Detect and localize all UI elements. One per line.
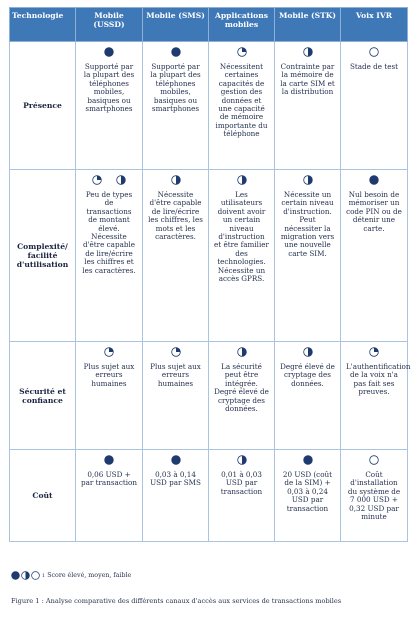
full-score-icon [303,455,313,465]
full-score-icon [171,47,181,57]
quarter-score-icon [92,175,102,185]
table-cell [275,450,341,542]
half-score-icon [21,571,30,580]
cell-text: Plus sujet aux erreurs humaines [150,362,201,388]
quarter-score-icon [237,47,247,57]
table-cell [341,450,408,542]
cell-text: Supporté par la plupart des téléphones mobiles, basiques ou smartphones [150,62,201,114]
cell-text: Contrainte par la mémoire de la carte SIM et la distribution [280,62,335,97]
cell-text: Supporté par la plupart des téléphones mobiles, basiques ou smartphones [83,62,135,114]
cell-text: Les utilisateurs doivent avoir un certain niveau d'instruction et être familier des technologies. Nécessite un accès GPRS. [214,190,269,284]
quarter-score-icon [171,347,181,357]
header-mobile-ussd: Mobile (USSD) [76,8,143,42]
table-cell [341,170,408,342]
cell-text: 0,01 à 0,03 USD par transaction [220,470,263,496]
table-row [10,450,408,542]
table-cell [143,342,209,450]
half-score-icon [237,455,247,465]
table-cell [76,342,143,450]
half-score-icon [303,347,313,357]
score-icons [277,453,338,467]
row-label: Sécurité et confiance [10,342,76,450]
full-score-icon [104,455,114,465]
half-score-icon [171,175,181,185]
score-icons [343,45,405,59]
score-icons [343,173,405,187]
cell-text: Nul besoin de mémoriser un code PIN ou de détenir une carte. [346,190,402,233]
cell-text: Degré élevé de cryptage des données. [280,362,335,388]
table-cell [209,42,275,170]
score-icons [211,453,272,467]
table-cell [209,450,275,542]
cell-text: Coût d'installation du système de 7 000 USD + 0,32 USD par minute [347,470,401,522]
full-score-icon [171,455,181,465]
comparison-table [9,7,411,542]
score-icons [277,345,338,359]
cell-text: 20 USD (coût de la SIM) + 0,03 à 0,24 USD par transaction [282,470,333,513]
table-cell [275,42,341,170]
full-score-icon [11,571,20,580]
half-score-icon [237,347,247,357]
half-score-icon [303,175,313,185]
header-row [10,8,408,42]
table-cell [76,42,143,170]
cell-text: Plus sujet aux erreurs humaines [83,362,135,388]
quarter-score-icon [369,347,379,357]
header-voix-ivr: Voix IVR [341,8,408,42]
table-cell [275,342,341,450]
half-score-icon [303,47,313,57]
legend-text: Score élevé, moyen, faible [47,572,132,579]
legend-icons [11,571,40,580]
header-applications-mobiles: Applications mobiles [209,8,275,42]
score-icons [145,345,206,359]
score-icons [343,453,405,467]
score-icons [145,173,206,187]
table-cell [275,170,341,342]
header-technologie: Technologie [10,8,76,42]
score-icons [145,45,206,59]
score-icons [211,345,272,359]
cell-text: Nécessite d'être capable de lire/écrire les chiffres, les mots et les caractères. [148,190,203,242]
empty-score-icon [31,571,40,580]
table-cell [341,342,411,450]
header-mobile-stk: Mobile (STK) [275,8,341,42]
cell-text: Nécessitent certaines capacités de gestion des données et une capacité de mémoire importante du téléphone [215,62,268,139]
score-icons [277,173,338,187]
table-cell [209,342,275,450]
cell-text: Nécessite un certain niveau d'instruction. Peut nécessiter la migration vers une nouvelle carte SIM. [280,190,335,258]
legend-superscript: 1 [42,572,46,579]
table-cell [143,170,209,342]
legend [11,571,131,580]
table-cell [143,450,209,542]
table-cell [143,42,209,170]
table-cell [76,170,143,342]
row-label: Coût [10,450,76,542]
table-cell [341,42,408,170]
empty-score-icon [369,47,379,57]
score-icons [145,453,206,467]
row-label: Présence [10,42,76,170]
half-score-icon [116,175,126,185]
table-row [10,342,408,450]
score-icons [78,453,140,467]
cell-text: La sécurité peut être intégrée. Degré élevé de cryptage des données. [214,362,269,414]
figure-caption: Figure 1 : Analyse comparative des différents canaux d'accès aux services de transactions mobiles [11,597,342,605]
score-icons [78,173,140,187]
cell-text: L'authentification de la voix n'a pas fait ses preuves. [346,362,411,397]
cell-text: Peu de types de transactions de montant élevé. Nécessite d'être capable de lire/écrire les chiffres et les caractères. [82,190,136,275]
full-score-icon [104,47,114,57]
cell-text: Stade de test [349,62,399,71]
score-icons [343,345,405,359]
row-label: Complexité/ facilité d'utilisation [10,170,76,342]
quarter-score-icon [104,347,114,357]
table-row [10,170,408,342]
half-score-icon [237,175,247,185]
comparison-table-wrapper [9,7,411,542]
score-icons [78,45,140,59]
empty-score-icon [369,455,379,465]
table-row [10,42,408,170]
score-icons [211,45,272,59]
cell-text: 0,03 à 0,14 USD par SMS [150,470,201,488]
table-body [10,42,411,542]
header-mobile-sms: Mobile (SMS) [143,8,209,42]
table-cell [76,450,143,542]
score-icons [211,173,272,187]
full-score-icon [369,175,379,185]
cell-text: 0,06 USD + par transaction [81,470,137,488]
table-cell [209,170,275,342]
score-icons [78,345,140,359]
score-icons [277,45,338,59]
